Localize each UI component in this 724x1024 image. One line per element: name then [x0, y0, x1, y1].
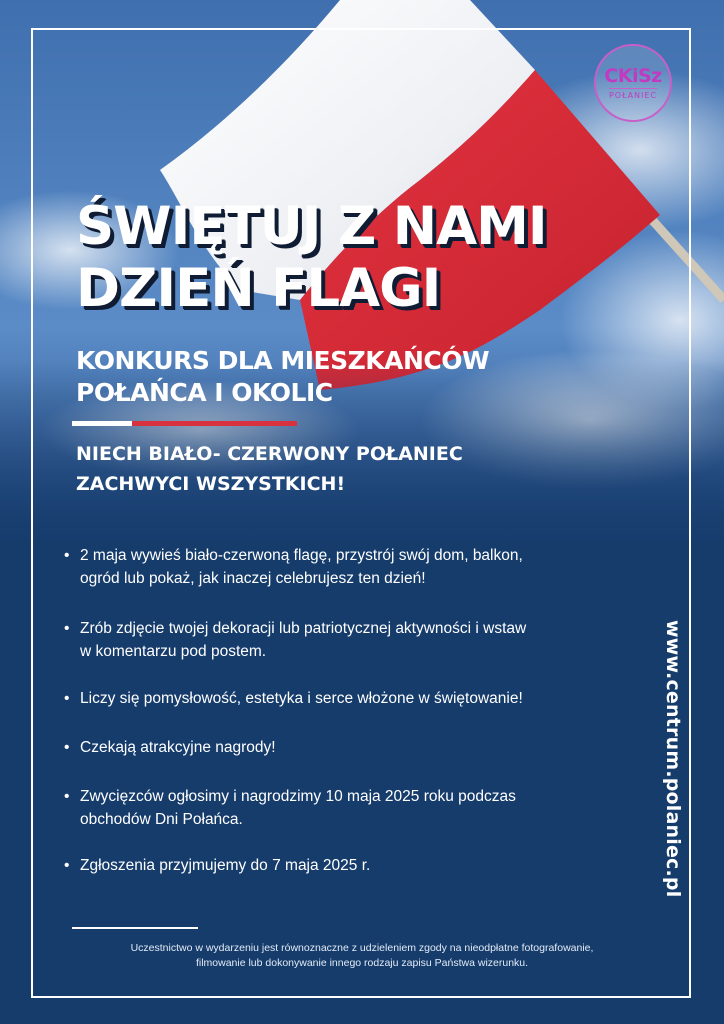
- website-url: www.centrum.polaniec.pl: [662, 620, 684, 898]
- rule-text: Zwycięzców ogłosimy i nagrodzimy 10 maja 2025 roku podczas: [80, 788, 516, 805]
- subheadline: [76, 345, 489, 409]
- rule-item: [62, 785, 516, 831]
- rule-text: obchodów Dni Połańca.: [80, 811, 243, 828]
- slogan-line-2: ZACHWYCI WSZYSTKICH!: [76, 473, 346, 495]
- headline-line-1: ŚWIĘTUJ Z NAMI: [76, 196, 547, 257]
- rule-text: w komentarzu pod postem.: [80, 643, 267, 660]
- logo-text: CKiSz: [604, 65, 662, 87]
- bottom-divider: [72, 927, 198, 929]
- rule-text: 2 maja wywieś biało-czerwoną flagę, przystrój swój dom, balkon,: [80, 547, 523, 564]
- logo-subtext: POŁANIEC: [609, 88, 657, 100]
- rule-text: ogród lub pokaż, jak inaczej celebrujesz ten dzień!: [80, 570, 426, 587]
- rule-item: [62, 687, 523, 710]
- headline-line-2: DZIEŃ FLAGI: [76, 258, 441, 319]
- rule-text: Liczy się pomysłowość, estetyka i serce włożone w świętowanie!: [80, 690, 523, 707]
- footnote-line-2: filmowanie lub dokonywanie innego rodzaju zapisu Państwa wizerunku.: [195, 957, 529, 969]
- headline: [76, 196, 547, 320]
- divider-white: [72, 421, 132, 426]
- rule-text: Zrób zdjęcie twojej dekoracji lub patriotycznej aktywności i wstaw: [80, 620, 527, 637]
- subheadline-line-1: KONKURS DLA MIESZKAŃCÓW: [76, 346, 490, 375]
- rule-item: [62, 544, 523, 590]
- rule-text: Czekają atrakcyjne nagrody!: [80, 739, 276, 756]
- rule-text: Zgłoszenia przyjmujemy do 7 maja 2025 r.: [80, 857, 371, 874]
- white-frame: [31, 28, 691, 998]
- rule-item: [62, 736, 276, 759]
- consent-footnote: [40, 941, 684, 971]
- rule-item: [62, 617, 526, 663]
- slogan: [76, 439, 463, 499]
- rule-item: [62, 854, 370, 877]
- subheadline-line-2: POŁAŃCA I OKOLIC: [76, 378, 333, 407]
- slogan-line-1: NIECH BIAŁO- CZERWONY POŁANIEC: [76, 443, 463, 465]
- footnote-line-1: Uczestnictwo w wydarzeniu jest równoznaczne z udzieleniem zgody na nieodpłatne fotografowanie,: [130, 942, 594, 954]
- ckisz-logo: [594, 44, 672, 122]
